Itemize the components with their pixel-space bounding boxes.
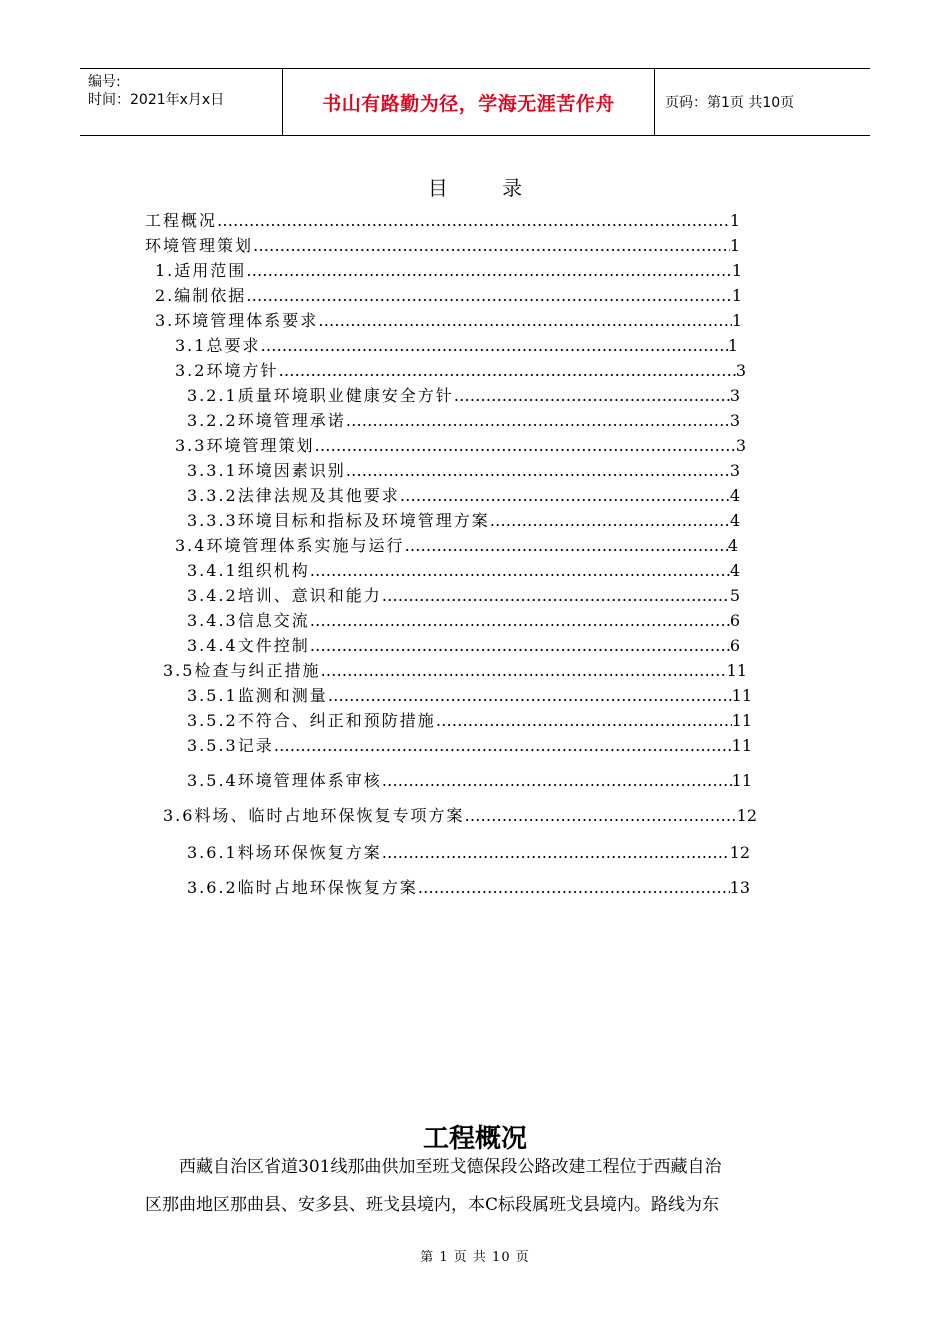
toc-entry[interactable] xyxy=(187,685,752,707)
toc-entry-page: 1 xyxy=(731,311,742,330)
toc-entry[interactable] xyxy=(187,842,750,864)
toc-entry-page: 11 xyxy=(731,736,752,755)
toc-leader-dots xyxy=(436,710,732,732)
toc-entry-page: 1 xyxy=(727,336,738,355)
toc-entry-label: 3.环境管理体系要求 xyxy=(155,311,319,330)
toc-leader-dots xyxy=(310,610,730,632)
toc-entry[interactable] xyxy=(187,585,740,607)
toc-entry-page: 4 xyxy=(729,511,740,530)
toc-entry[interactable] xyxy=(187,735,752,757)
toc-leader-dots xyxy=(260,335,727,357)
toc-leader-dots xyxy=(346,460,730,482)
toc-entry-label: 3.2.1质量环境职业健康安全方针 xyxy=(187,386,454,405)
toc-leader-dots xyxy=(418,877,730,899)
toc-entry[interactable] xyxy=(145,210,740,232)
toc-entry[interactable] xyxy=(187,460,740,482)
toc-leader-dots xyxy=(274,735,732,757)
toc-leader-dots xyxy=(320,660,726,682)
toc-entry-label: 工程概况 xyxy=(145,211,218,230)
toc-leader-dots xyxy=(318,310,732,332)
toc-entry-page: 6 xyxy=(729,611,740,630)
toc-entry[interactable] xyxy=(155,260,742,282)
toc-entry-label: 3.1总要求 xyxy=(175,336,261,355)
toc-leader-dots xyxy=(382,770,732,792)
toc-leader-dots xyxy=(382,842,730,864)
section-paragraph-line-1: 西藏自治区省道301线那曲供加至班戈德保段公路改建工程位于西藏自治 xyxy=(179,1157,722,1177)
toc-entry-label: 3.6.1料场环保恢复方案 xyxy=(187,843,382,862)
toc-entry-page: 1 xyxy=(731,286,742,305)
toc-entry[interactable] xyxy=(145,235,740,257)
toc-entry-label: 3.4环境管理体系实施与运行 xyxy=(175,536,405,555)
document-time-label: 时间：2021年x月x日 xyxy=(88,92,225,108)
toc-entry-label: 3.3.2法律法规及其他要求 xyxy=(187,486,400,505)
header-meta-cell xyxy=(80,69,283,135)
toc-entry[interactable] xyxy=(187,770,752,792)
toc-entry[interactable] xyxy=(187,635,740,657)
toc-entry-label: 3.5.1监测和测量 xyxy=(187,686,328,705)
toc-entry-page: 12 xyxy=(736,806,757,825)
toc-entry-page: 11 xyxy=(731,711,752,730)
toc-entry-label: 3.5检查与纠正措施 xyxy=(163,661,321,680)
toc-entry[interactable] xyxy=(187,560,740,582)
toc-leader-dots xyxy=(346,410,730,432)
toc-entry-label: 3.3.1环境因素识别 xyxy=(187,461,346,480)
toc-entry[interactable] xyxy=(175,360,746,382)
header-motto-cell xyxy=(283,69,655,135)
toc-entry[interactable] xyxy=(175,335,738,357)
page-footer: 第 1 页 共 10 页 xyxy=(420,1250,530,1265)
toc-entry[interactable] xyxy=(187,510,740,532)
toc-leader-dots xyxy=(490,510,730,532)
toc-entry-page: 13 xyxy=(729,878,750,897)
toc-leader-dots xyxy=(253,235,730,257)
section-paragraph-line-2: 区那曲地区那曲县、安多县、班戈县境内，本C标段属班戈县境内。路线为东 xyxy=(145,1195,720,1215)
document-number-label: 编号: xyxy=(88,74,121,90)
toc-leader-dots xyxy=(310,635,730,657)
toc-entry-page: 1 xyxy=(729,236,740,255)
toc-entry[interactable] xyxy=(187,710,752,732)
toc-entry-label: 3.4.1组织机构 xyxy=(187,561,310,580)
toc-entry-page: 1 xyxy=(731,261,742,280)
toc-leader-dots xyxy=(404,535,727,557)
toc-entry-page: 6 xyxy=(729,636,740,655)
toc-leader-dots xyxy=(454,385,730,407)
toc-entry[interactable] xyxy=(163,660,747,682)
toc-entry-page: 1 xyxy=(729,211,740,230)
toc-entry-page: 3 xyxy=(729,461,740,480)
toc-entry-page: 3 xyxy=(735,436,746,455)
toc-entry[interactable] xyxy=(187,385,740,407)
toc-entry-label: 3.4.4文件控制 xyxy=(187,636,310,655)
toc-entry-label: 1.适用范围 xyxy=(155,261,247,280)
toc-entry[interactable] xyxy=(175,535,738,557)
toc-entry-label: 3.6料场、临时占地环保恢复专项方案 xyxy=(163,806,465,825)
toc-entry[interactable] xyxy=(175,435,746,457)
toc-entry-page: 3 xyxy=(729,411,740,430)
toc-entry-label: 环境管理策划 xyxy=(145,236,254,255)
toc-entry-label: 3.5.3记录 xyxy=(187,736,274,755)
toc-entry-page: 4 xyxy=(727,536,738,555)
toc-entry[interactable] xyxy=(155,285,742,307)
toc-entry-page: 12 xyxy=(729,843,750,862)
toc-entry-label: 3.4.3信息交流 xyxy=(187,611,310,630)
toc-leader-dots xyxy=(400,485,730,507)
toc-entry-page: 3 xyxy=(735,361,746,380)
toc-entry-label: 3.5.2不符合、纠正和预防措施 xyxy=(187,711,436,730)
toc-entry[interactable] xyxy=(187,877,750,899)
toc-entry-label: 3.4.2培训、意识和能力 xyxy=(187,586,382,605)
toc-entry-page: 3 xyxy=(729,386,740,405)
toc-entry-page: 5 xyxy=(729,586,740,605)
toc-entry-page: 4 xyxy=(729,561,740,580)
toc-entry[interactable] xyxy=(155,310,742,332)
toc-leader-dots xyxy=(246,260,732,282)
toc-entry-label: 3.2.2环境管理承诺 xyxy=(187,411,346,430)
section-title: 工程概况 xyxy=(422,1124,527,1154)
toc-leader-dots xyxy=(310,560,730,582)
toc-entry-page: 11 xyxy=(731,771,752,790)
header-motto: 书山有路勤为径，学海无涯苦作舟 xyxy=(322,92,615,115)
header-page-info: 页码：第1页 共10页 xyxy=(665,95,795,111)
toc-leader-dots xyxy=(278,360,735,382)
toc-entry-label: 3.3环境管理策划 xyxy=(175,436,315,455)
toc-entry[interactable] xyxy=(187,410,740,432)
toc-entry[interactable] xyxy=(187,485,740,507)
toc-entry-page: 4 xyxy=(729,486,740,505)
toc-leader-dots xyxy=(328,685,732,707)
toc-entry-label: 3.6.2临时占地环保恢复方案 xyxy=(187,878,418,897)
toc-entry-page: 11 xyxy=(726,661,747,680)
toc-leader-dots xyxy=(217,210,730,232)
toc-leader-dots xyxy=(246,285,732,307)
toc-entry-label: 2.编制依据 xyxy=(155,286,247,305)
header-table xyxy=(80,68,870,136)
toc-entry[interactable] xyxy=(187,610,740,632)
toc-entry[interactable] xyxy=(163,805,757,827)
toc-entry-label: 3.3.3环境目标和指标及环境管理方案 xyxy=(187,511,490,530)
toc-entry-label: 3.5.4环境管理体系审核 xyxy=(187,771,382,790)
toc-leader-dots xyxy=(382,585,730,607)
toc-entry-label: 3.2环境方针 xyxy=(175,361,279,380)
toc-title: 目 录 xyxy=(427,176,547,200)
toc-leader-dots xyxy=(314,435,735,457)
toc-entry-page: 11 xyxy=(731,686,752,705)
header-page-cell xyxy=(655,69,870,135)
toc-leader-dots xyxy=(464,805,736,827)
